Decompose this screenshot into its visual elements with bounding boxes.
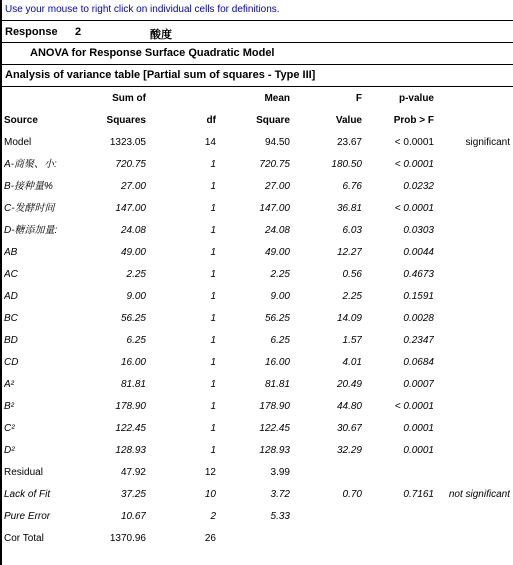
- cell-df[interactable]: 1: [210, 445, 216, 456]
- header-note-blank: [434, 88, 510, 110]
- cell-p[interactable]: 0.4673: [403, 269, 434, 280]
- cell-note[interactable]: [434, 528, 510, 550]
- cell-f[interactable]: 14.09: [336, 313, 362, 324]
- cell-ms[interactable]: 27.00: [264, 181, 290, 192]
- cell-ss[interactable]: 147.00: [115, 203, 146, 214]
- cell-ms[interactable]: 94.50: [264, 137, 290, 148]
- cell-ss[interactable]: 1323.05: [109, 137, 146, 148]
- header-p-1[interactable]: p-value: [398, 93, 434, 104]
- cell-ms[interactable]: 16.00: [264, 357, 290, 368]
- response-number: 2: [75, 26, 82, 38]
- model-title: ANOVA for Response Surface Quadratic Model: [30, 47, 275, 59]
- cell-ss[interactable]: 10.67: [120, 511, 146, 522]
- cell-df[interactable]: 12: [204, 467, 216, 478]
- cell-p[interactable]: 0.0001: [403, 445, 434, 456]
- cell-ss[interactable]: 178.90: [115, 401, 146, 412]
- cell-source[interactable]: Pure Error: [4, 511, 51, 522]
- anova-table: [4, 88, 510, 550]
- cell-ms[interactable]: 720.75: [259, 159, 290, 170]
- cell-f[interactable]: [290, 506, 362, 528]
- cell-p[interactable]: < 0.0001: [394, 203, 434, 214]
- cell-note[interactable]: [434, 176, 510, 198]
- cell-ss[interactable]: 47.92: [120, 467, 146, 478]
- cell-p[interactable]: 0.0028: [403, 313, 434, 324]
- header-ms-2[interactable]: Square: [256, 115, 290, 126]
- cell-f[interactable]: 32.29: [336, 445, 362, 456]
- cell-source[interactable]: D²: [4, 445, 15, 456]
- cell-f[interactable]: 20.49: [336, 379, 362, 390]
- header-row-1: [4, 88, 510, 110]
- cell-source[interactable]: C²: [4, 423, 15, 434]
- right-click-tip: Use your mouse to right click on individual cells for definitions.: [5, 4, 280, 15]
- divider-table-title: [0, 86, 513, 87]
- cell-df[interactable]: 1: [210, 181, 216, 192]
- cell-source[interactable]: BC: [4, 313, 18, 324]
- cell-p[interactable]: < 0.0001: [394, 137, 434, 148]
- cell-df[interactable]: 1: [210, 357, 216, 368]
- cell-ms[interactable]: 178.90: [259, 401, 290, 412]
- cell-ss[interactable]: 9.00: [126, 291, 146, 302]
- response-name: 酸度: [150, 29, 172, 41]
- cell-ss[interactable]: 24.08: [120, 225, 146, 236]
- cell-source[interactable]: C-发酵时间: [4, 203, 55, 214]
- cell-source[interactable]: A-商聚、小:: [4, 159, 57, 170]
- cell-f[interactable]: 44.80: [336, 401, 362, 412]
- header-source-blank: [4, 88, 66, 110]
- cell-df[interactable]: 1: [210, 313, 216, 324]
- cell-ms[interactable]: 81.81: [264, 379, 290, 390]
- cell-p[interactable]: [362, 462, 434, 484]
- cell-note[interactable]: [434, 154, 510, 176]
- cell-ss[interactable]: 56.25: [120, 313, 146, 324]
- header-df-blank: [146, 88, 216, 110]
- cell-ss[interactable]: 720.75: [115, 159, 146, 170]
- cell-df[interactable]: 10: [204, 489, 216, 500]
- table-row: [4, 242, 510, 264]
- table-row: [4, 484, 510, 506]
- cell-source[interactable]: BD: [4, 335, 18, 346]
- cell-p[interactable]: 0.1591: [403, 291, 434, 302]
- table-row: [4, 176, 510, 198]
- cell-f[interactable]: [290, 462, 362, 484]
- divider-response: [0, 42, 513, 43]
- cell-ss[interactable]: 128.93: [115, 445, 146, 456]
- cell-df[interactable]: 1: [210, 269, 216, 280]
- cell-ss[interactable]: 122.45: [115, 423, 146, 434]
- table-row: [4, 154, 510, 176]
- cell-note[interactable]: [434, 506, 510, 528]
- cell-p[interactable]: 0.7161: [403, 489, 434, 500]
- cell-ss[interactable]: 81.81: [120, 379, 146, 390]
- cell-df[interactable]: 2: [210, 511, 216, 522]
- cell-ss[interactable]: 49.00: [120, 247, 146, 258]
- cell-note[interactable]: [434, 330, 510, 352]
- header-f-1[interactable]: F: [355, 93, 362, 104]
- header-ms-1[interactable]: Mean: [264, 93, 290, 104]
- cell-df[interactable]: 1: [210, 159, 216, 170]
- cell-p[interactable]: 0.0303: [403, 225, 434, 236]
- cell-source[interactable]: AD: [4, 291, 18, 302]
- response-label: Response: [5, 26, 58, 38]
- cell-df[interactable]: 14: [204, 137, 216, 148]
- cell-ss[interactable]: 1370.96: [109, 533, 146, 544]
- cell-ms[interactable]: 6.25: [270, 335, 290, 346]
- cell-note[interactable]: [434, 374, 510, 396]
- cell-source[interactable]: Lack of Fit: [4, 489, 51, 500]
- cell-p[interactable]: 0.2347: [403, 335, 434, 346]
- table-row: [4, 308, 510, 330]
- left-border: [0, 0, 2, 565]
- table-row: [4, 132, 510, 154]
- cell-p[interactable]: 0.0044: [403, 247, 434, 258]
- table-row: [4, 220, 510, 242]
- cell-note[interactable]: [434, 308, 510, 330]
- table-row: [4, 330, 510, 352]
- cell-ms[interactable]: 2.25: [270, 269, 290, 280]
- cell-df[interactable]: 1: [210, 225, 216, 236]
- cell-f[interactable]: 12.27: [336, 247, 362, 258]
- cell-ss[interactable]: 37.25: [120, 489, 146, 500]
- cell-ms[interactable]: 122.45: [259, 423, 290, 434]
- cell-source[interactable]: CD: [4, 357, 19, 368]
- cell-note[interactable]: significant: [465, 137, 510, 148]
- divider-top: [0, 20, 513, 21]
- cell-p[interactable]: 0.0232: [403, 181, 434, 192]
- cell-note[interactable]: [434, 220, 510, 242]
- cell-source[interactable]: B²: [4, 401, 14, 412]
- header-df[interactable]: df: [206, 115, 216, 126]
- table-row: [4, 264, 510, 286]
- header-p-2[interactable]: Prob > F: [393, 115, 434, 126]
- cell-df[interactable]: 1: [210, 247, 216, 258]
- cell-note[interactable]: [434, 242, 510, 264]
- cell-df[interactable]: 1: [210, 335, 216, 346]
- cell-ms[interactable]: 147.00: [259, 203, 290, 214]
- divider-model: [0, 64, 513, 65]
- cell-source[interactable]: AB: [4, 247, 18, 258]
- cell-note[interactable]: [434, 396, 510, 418]
- cell-source[interactable]: Model: [4, 137, 32, 148]
- table-row: [4, 286, 510, 308]
- cell-ms[interactable]: 5.33: [270, 511, 290, 522]
- cell-f[interactable]: [290, 528, 362, 550]
- cell-df[interactable]: 1: [210, 423, 216, 434]
- cell-source[interactable]: Cor Total: [4, 533, 44, 544]
- cell-ms[interactable]: 3.72: [270, 489, 290, 500]
- cell-df[interactable]: 1: [210, 379, 216, 390]
- cell-f[interactable]: 6.76: [342, 181, 362, 192]
- cell-f[interactable]: 0.70: [342, 489, 362, 500]
- table-row: [4, 506, 510, 528]
- table-row: [4, 198, 510, 220]
- cell-f[interactable]: 4.01: [342, 357, 362, 368]
- cell-source[interactable]: A²: [4, 379, 14, 390]
- cell-p[interactable]: 0.0684: [403, 357, 434, 368]
- cell-f[interactable]: 36.81: [336, 203, 362, 214]
- cell-ms[interactable]: 3.99: [270, 467, 290, 478]
- cell-f[interactable]: 23.67: [336, 137, 362, 148]
- cell-ms[interactable]: 128.93: [259, 445, 290, 456]
- table-row: [4, 418, 510, 440]
- header-note-blank-2: [434, 110, 510, 132]
- cell-p[interactable]: [362, 506, 434, 528]
- cell-note[interactable]: [434, 352, 510, 374]
- cell-note[interactable]: [434, 418, 510, 440]
- cell-ms[interactable]: 9.00: [270, 291, 290, 302]
- cell-df[interactable]: 1: [210, 401, 216, 412]
- cell-source[interactable]: Residual: [4, 467, 43, 478]
- cell-note[interactable]: [434, 264, 510, 286]
- cell-ss[interactable]: 16.00: [120, 357, 146, 368]
- table-row: [4, 462, 510, 484]
- cell-f[interactable]: 1.57: [342, 335, 362, 346]
- cell-ss[interactable]: 6.25: [126, 335, 146, 346]
- cell-note[interactable]: [434, 286, 510, 308]
- cell-ms[interactable]: 24.08: [264, 225, 290, 236]
- cell-ss[interactable]: 2.25: [126, 269, 146, 280]
- header-row-2: [4, 110, 510, 132]
- table-title: Analysis of variance table [Partial sum of squares - Type III]: [5, 69, 316, 81]
- table-row: [4, 528, 510, 550]
- cell-note[interactable]: not significant: [448, 489, 510, 500]
- cell-p[interactable]: 0.0001: [403, 423, 434, 434]
- cell-p[interactable]: < 0.0001: [394, 401, 434, 412]
- cell-source[interactable]: D-糖添加量:: [4, 225, 58, 236]
- cell-df[interactable]: 26: [204, 533, 216, 544]
- cell-p[interactable]: < 0.0001: [394, 159, 434, 170]
- cell-source[interactable]: B-接种量%: [4, 181, 53, 192]
- cell-note[interactable]: [434, 462, 510, 484]
- table-row: [4, 374, 510, 396]
- header-ss-2[interactable]: Squares: [106, 115, 146, 126]
- cell-f[interactable]: 180.50: [331, 159, 362, 170]
- table-row: [4, 396, 510, 418]
- cell-f[interactable]: 2.25: [342, 291, 362, 302]
- header-f-2[interactable]: Value: [335, 115, 362, 126]
- cell-ms[interactable]: 49.00: [264, 247, 290, 258]
- header-source[interactable]: Source: [4, 115, 38, 126]
- cell-note[interactable]: [434, 198, 510, 220]
- cell-note[interactable]: [434, 440, 510, 462]
- cell-p[interactable]: 0.0007: [403, 379, 434, 390]
- cell-f[interactable]: 6.03: [342, 225, 362, 236]
- cell-ms[interactable]: [216, 528, 290, 550]
- header-ss-1[interactable]: Sum of: [112, 93, 146, 104]
- cell-f[interactable]: 0.56: [342, 269, 362, 280]
- cell-source[interactable]: AC: [4, 269, 18, 280]
- cell-p[interactable]: [362, 528, 434, 550]
- cell-df[interactable]: 1: [210, 291, 216, 302]
- table-row: [4, 440, 510, 462]
- cell-f[interactable]: 30.67: [336, 423, 362, 434]
- cell-ms[interactable]: 56.25: [264, 313, 290, 324]
- cell-ss[interactable]: 27.00: [120, 181, 146, 192]
- cell-df[interactable]: 1: [210, 203, 216, 214]
- table-row: [4, 352, 510, 374]
